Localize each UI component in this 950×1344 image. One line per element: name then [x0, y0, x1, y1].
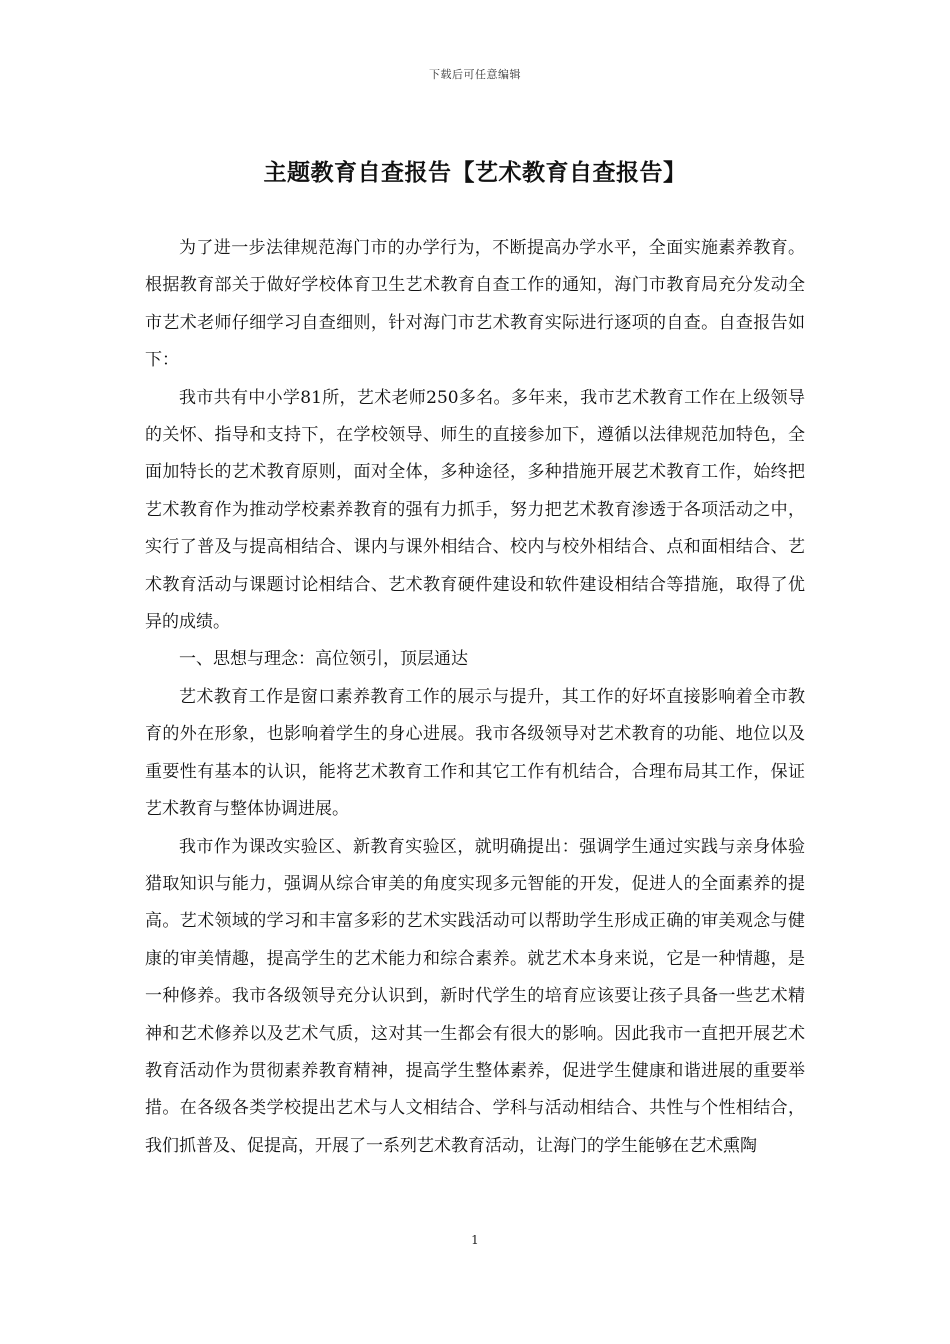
document-title: 主题教育自查报告【艺术教育自查报告】: [263, 159, 687, 186]
paragraph-section-1b: 我市作为课改实验区、新教育实验区，就明确提出：强调学生通过实践与亲身体验猎取知识与能力，强调从综合审美的角度实现多元智能的开发，促进人的全面素养的提高。艺术领域的学习和丰富多彩的艺术实践活动可以帮助学生形成正确的审美观念与健康的审美情趣，提高学生的艺术能力和综合素养。就艺术本身来说，它是一种情趣，是一种修养。我市各级领导充分认识到，新时代学生的培育应该要让孩子具备一些艺术精神和艺术修养以及艺术气质，这对其一生都会有很大的影响。因此我市一直把开展艺术教育活动作为贯彻素养教育精神，提高学生整体素养，促进学生健康和谐进展的重要举措。在各级各类学校提出艺术与人文相结合、学科与活动相结合、共性与个性相结合，我们抓普及、促提高，开展了一系列艺术教育活动，让海门的学生能够在艺术熏陶: [145, 836, 805, 1156]
page-number: 1: [471, 1233, 479, 1247]
document-body: [145, 230, 805, 1165]
page-header-note: 下载后可任意编辑: [429, 68, 521, 81]
paragraph-section-1a: 艺术教育工作是窗口素养教育工作的展示与提升，其工作的好坏直接影响着全市教育的外在形象，也影响着学生的身心进展。我市各级领导对艺术教育的功能、地位以及重要性有基本的认识，能将艺术教育工作和其它工作有机结合，合理布局其工作，保证艺术教育与整体协调进展。: [145, 686, 805, 820]
paragraph-intro: 为了进一步法律规范海门市的办学行为，不断提高办学水平，全面实施素养教育。根据教育部关于做好学校体育卫生艺术教育自查工作的通知，海门市教育局充分发动全市艺术老师仔细学习自查细则，针对海门市艺术教育实际进行逐项的自查。自查报告如下：: [145, 238, 805, 371]
paragraph-overview: 我市共有中小学81所，艺术老师250多名。多年来，我市艺术教育工作在上级领导的关怀、指导和支持下，在学校领导、师生的直接参加下，遵循以法律规范加特色，全面加特长的艺术教育原则，面对全体，多种途径，多种措施开展艺术教育工作，始终把艺术教育作为推动学校素养教育的强有力抓手，努力把艺术教育渗透于各项活动之中，实行了普及与提高相结合、课内与课外相结合、校内与校外相结合、点和面相结合、艺术教育活动与课题讨论相结合、艺术教育硬件建设和软件建设相结合等措施，取得了优异的成绩。: [145, 387, 805, 633]
section-heading-1: 一、思想与理念：高位领引，顶层通达: [179, 649, 468, 670]
